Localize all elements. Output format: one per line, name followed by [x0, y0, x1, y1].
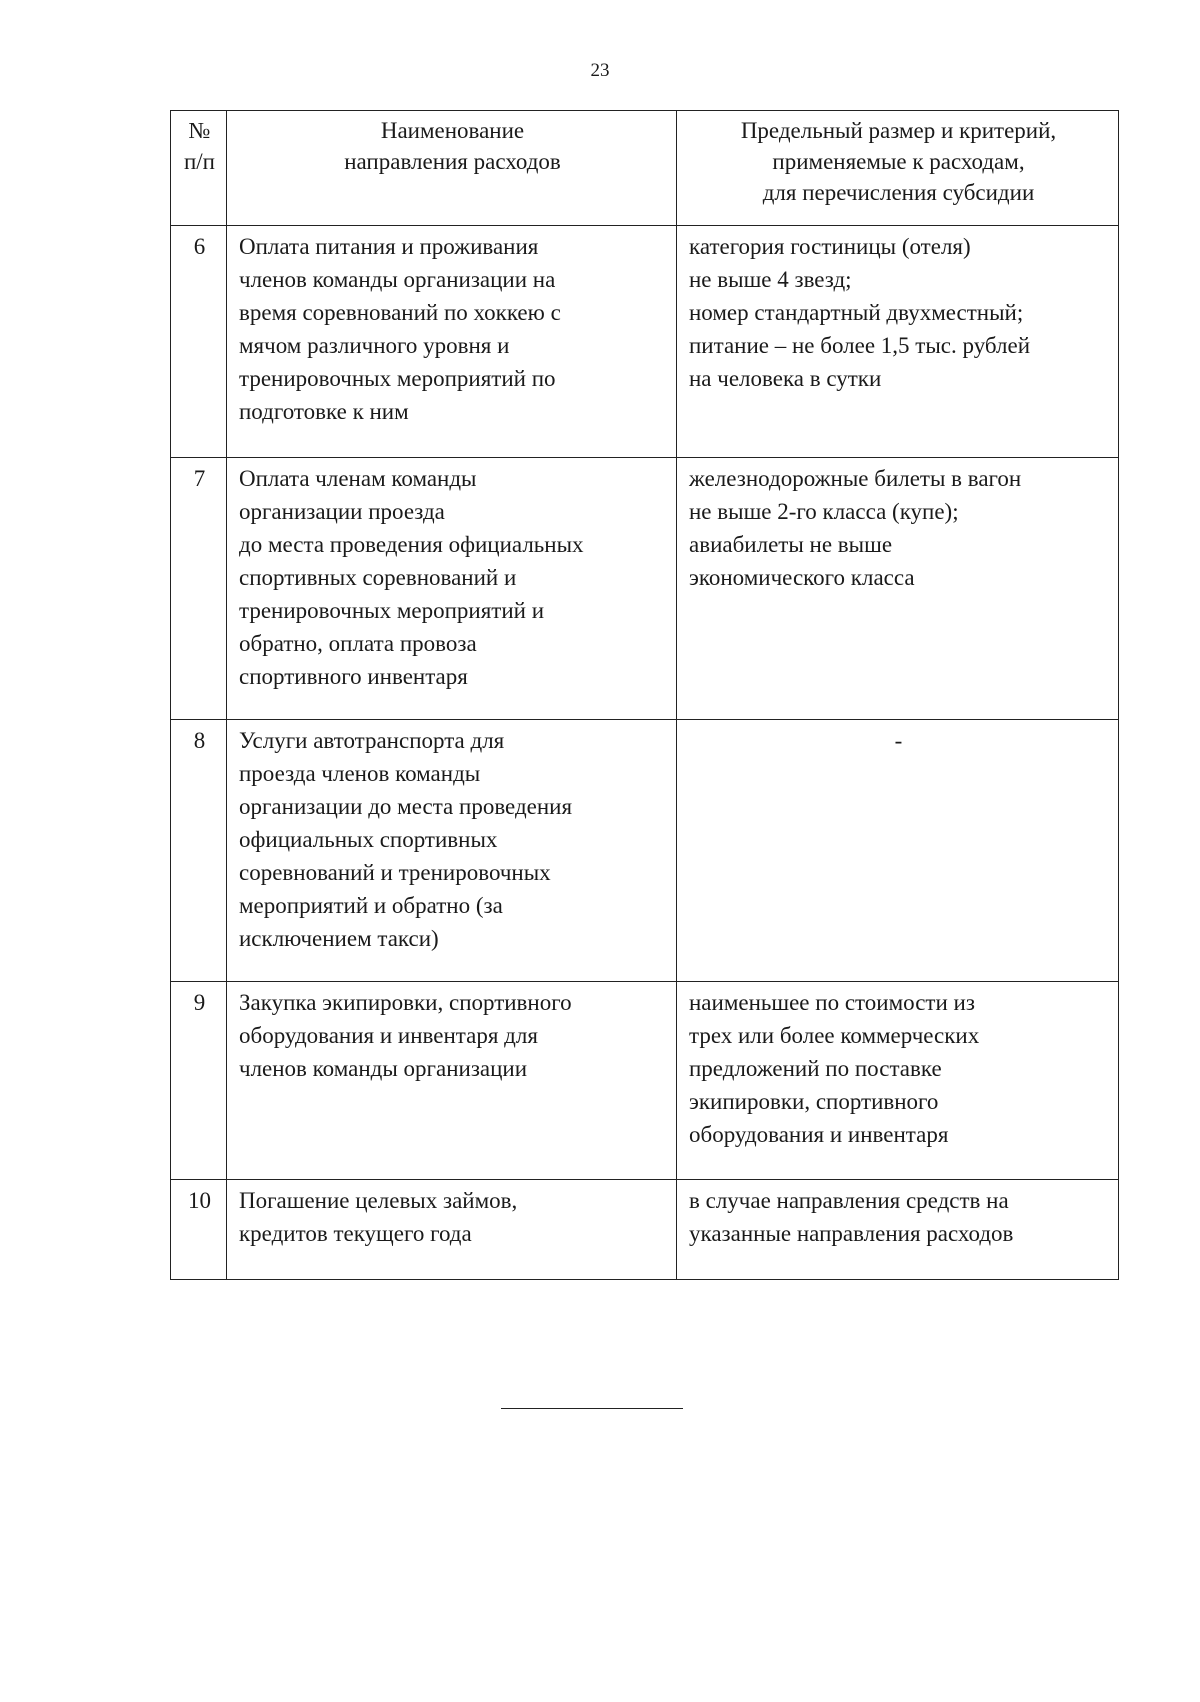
- row-num: 8: [171, 720, 227, 982]
- row-limit: наименьшее по стоимости из трех или более коммерческих предложений по поставке экипировки, спортивного оборудования и инвентаря: [677, 982, 1119, 1180]
- table-row: [171, 226, 1119, 458]
- header-num: № п/п: [171, 111, 227, 226]
- row-expense-name: Оплата членам команды организации проезда до места проведения официальных спортивных соревнований и тренировочных мероприятий и обратно, оплата провоза спортивного инвентаря: [227, 458, 677, 720]
- table-row: [171, 1180, 1119, 1280]
- row-num: 6: [171, 226, 227, 458]
- row-expense-name: Оплата питания и проживания членов команды организации на время соревнований по хоккею с мячом различного уровня и тренировочных мероприятий по подготовке к ним: [227, 226, 677, 458]
- table-row: [171, 720, 1119, 982]
- row-num: 10: [171, 1180, 227, 1280]
- row-limit: -: [677, 720, 1119, 982]
- row-expense-name: Погашение целевых займов, кредитов текущего года: [227, 1180, 677, 1280]
- row-limit: категория гостиницы (отеля) не выше 4 звезд; номер стандартный двухместный; питание – не более 1,5 тыс. рублей на человека в сутки: [677, 226, 1119, 458]
- row-num: 7: [171, 458, 227, 720]
- row-num: 9: [171, 982, 227, 1180]
- row-limit: железнодорожные билеты в вагон не выше 2-го класса (купе); авиабилеты не выше экономического класса: [677, 458, 1119, 720]
- header-limit: Предельный размер и критерий, применяемые к расходам, для перечисления субсидии: [677, 111, 1119, 226]
- expense-table: [170, 110, 1119, 1280]
- page-number: 23: [590, 60, 610, 81]
- row-limit: в случае направления средств на указанные направления расходов: [677, 1180, 1119, 1280]
- header-name: Наименование направления расходов: [227, 111, 677, 226]
- row-expense-name: Закупка экипировки, спортивного оборудования и инвентаря для членов команды организации: [227, 982, 677, 1180]
- row-expense-name: Услуги автотранспорта для проезда членов команды организации до места проведения официальных спортивных соревнований и тренировочных мероприятий и обратно (за исключением такси): [227, 720, 677, 982]
- closing-rule: [501, 1408, 683, 1409]
- table-row: [171, 458, 1119, 720]
- table-header-row: [171, 111, 1119, 226]
- table-row: [171, 982, 1119, 1180]
